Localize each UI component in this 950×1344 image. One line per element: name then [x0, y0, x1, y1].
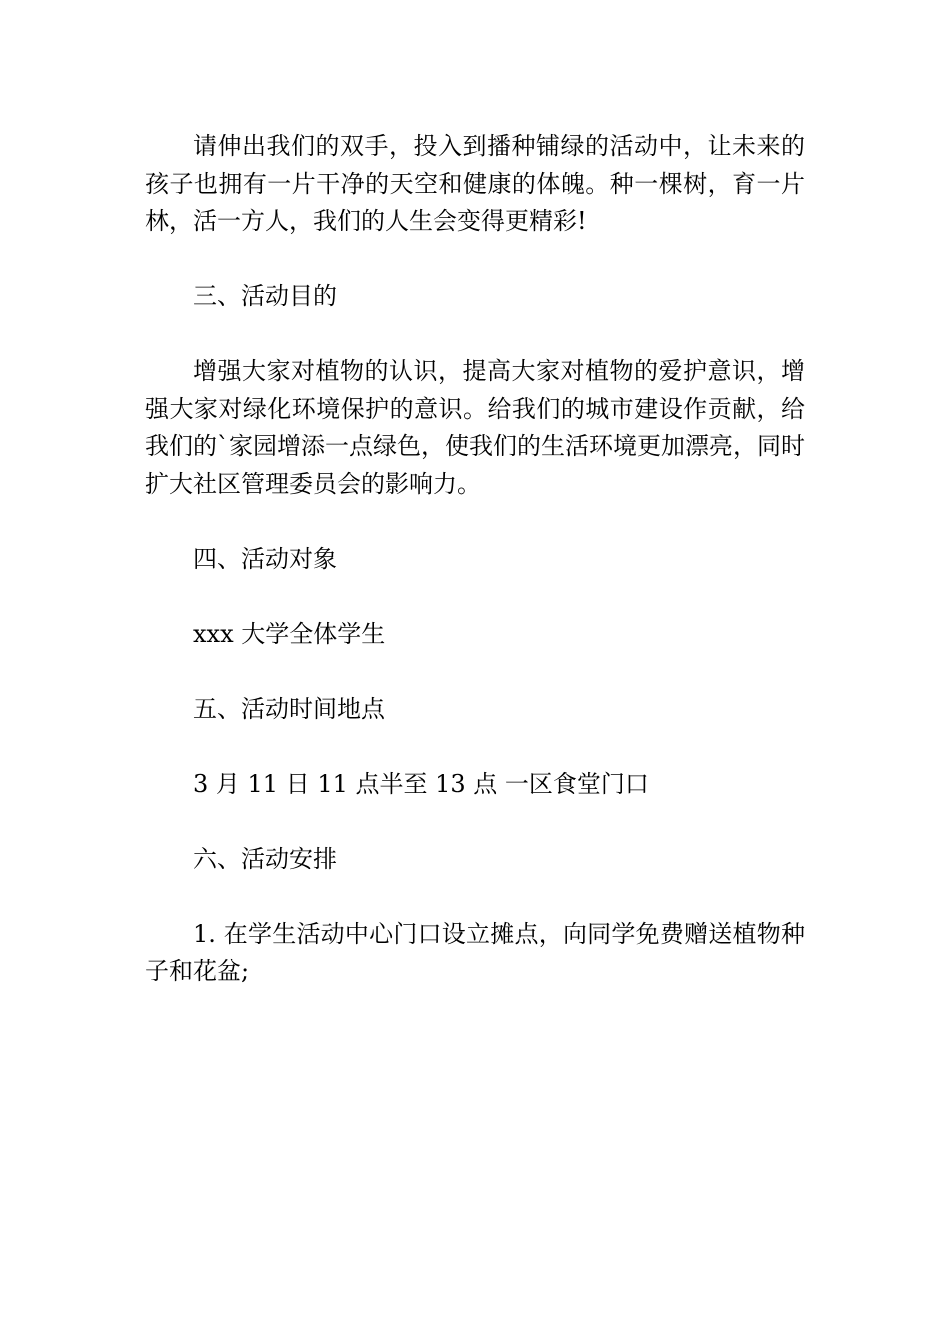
paragraph-call-to-action: 请伸出我们的双手，投入到播种铺绿的活动中，让未来的孩子也拥有一片干净的天空和健康的体魄。种一棵树，育一片林，活一方人，我们的人生会变得更精彩! — [145, 132, 805, 235]
section-heading-purpose: 三、活动目的 — [193, 282, 337, 310]
section-heading-arrangement: 六、活动安排 — [193, 844, 337, 873]
paragraph-arrangement-1: 1. 在学生活动中心门口设立摊点，向同学免费赠送植物种子和花盆; — [145, 919, 805, 985]
paragraph-time-place: 3 月 11 日 11 点半至 13 点 一区食堂门口 — [193, 769, 649, 798]
section-heading-time-place: 五、活动时间地点 — [193, 694, 385, 723]
section-heading-audience: 四、活动对象 — [193, 544, 337, 573]
paragraph-purpose: 增强大家对植物的认识，提高大家对植物的爱护意识，增强大家对绿化环境保护的意识。给我们的城市建设作贡献，给我们的`家园增添一点绿色，使我们的生活环境更加漂亮，同时扩大社区管理委员会的影响力。 — [145, 357, 805, 498]
document-body — [145, 128, 805, 991]
paragraph-audience: xxx 大学全体学生 — [193, 619, 386, 648]
